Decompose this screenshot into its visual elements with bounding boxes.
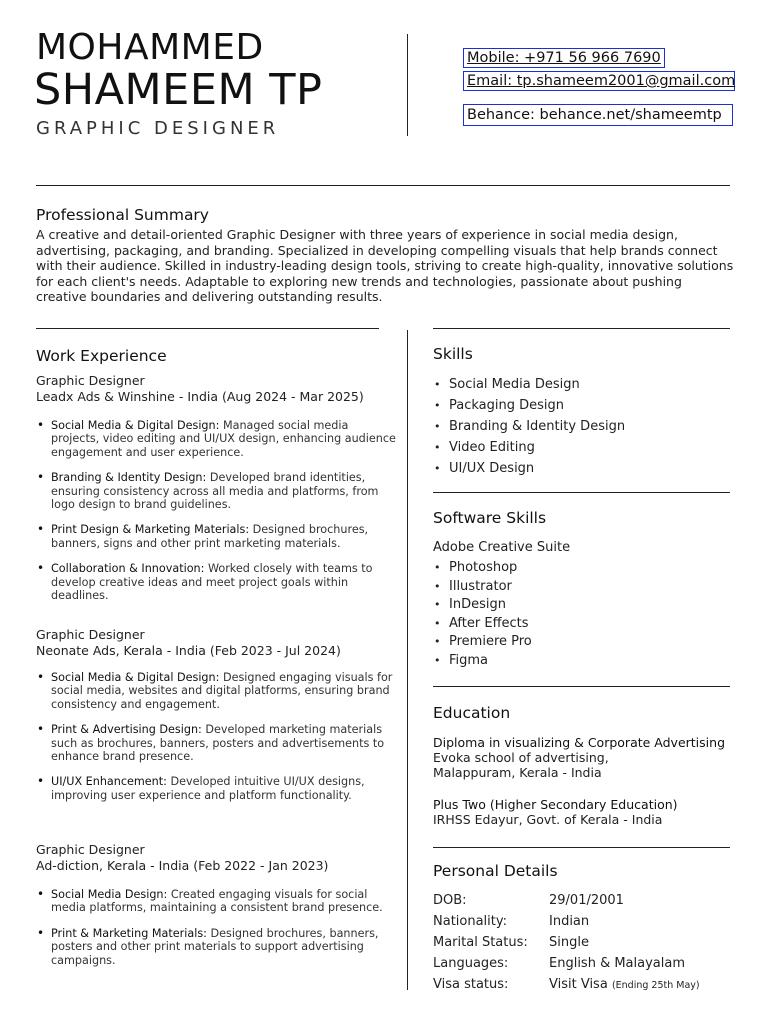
bullet-heading: Branding & Identity Design:	[51, 471, 207, 485]
bullet-text: Developed brand identities, ensuring consistency across all media and platforms, from logo design to brand guidelines.	[51, 471, 379, 512]
software-suite: Adobe Creative Suite	[433, 540, 571, 555]
section-rule	[433, 847, 730, 848]
bullet-heading: Social Media & Digital Design:	[51, 671, 220, 684]
list-item	[36, 419, 396, 459]
software-list	[433, 559, 733, 671]
list-item: • Branding & Identity Design	[433, 416, 733, 437]
job-title: Graphic Designer	[36, 627, 145, 642]
skills-list	[433, 374, 733, 479]
job-company: Leadx Ads & Winshine - India (Aug 2024 - Mar 2025)	[36, 389, 364, 404]
personal-value: English & Malayalam	[549, 956, 686, 971]
list-item: • Premiere Pro	[433, 633, 733, 652]
list-item: • Social Media Design	[433, 374, 733, 395]
list-item	[36, 723, 396, 763]
first-name: MOHAMMED	[36, 27, 264, 68]
list-item: • InDesign	[433, 596, 733, 615]
education-location: Malappuram, Kerala - India	[433, 765, 602, 780]
personal-details-title: Personal Details	[433, 862, 558, 880]
bullet-heading: Social Media & Digital Design:	[51, 419, 220, 432]
bullet-text: Created engaging visuals for social media platforms, maintaining a consistent brand presence.	[51, 888, 383, 915]
personal-label: Nationality:	[433, 914, 508, 929]
section-rule-right	[433, 328, 730, 329]
skills-title: Skills	[433, 345, 473, 363]
bullet-text: Designed engaging visuals for social media, websites and digital platforms, ensuring brand consistency and engagement.	[51, 671, 393, 711]
section-rule-left	[36, 328, 379, 329]
list-item: • Illustrator	[433, 578, 733, 597]
column-divider	[407, 330, 408, 990]
personal-label: Marital Status:	[433, 935, 528, 950]
education-degree: Plus Two (Higher Secondary Education)	[433, 797, 678, 812]
list-item: • Figma	[433, 652, 733, 671]
list-item	[36, 888, 396, 915]
summary-title: Professional Summary	[36, 206, 209, 224]
software-skills-title: Software Skills	[433, 509, 547, 527]
education-school: IRHSS Edayur, Govt. of Kerala - India	[433, 812, 663, 827]
bullet-text: Managed social media projects, video editing and UI/UX design, enhancing audience engagement and user experience.	[51, 419, 396, 459]
personal-label: Visa status:	[433, 977, 509, 992]
bullet-heading: Social Media Design:	[51, 888, 168, 901]
job-title: Graphic Designer	[36, 842, 145, 857]
list-item: • Packaging Design	[433, 395, 733, 416]
list-item: • UI/UX Design	[433, 458, 733, 479]
list-item: • Video Editing	[433, 437, 733, 458]
education-school: Evoka school of advertising,	[433, 750, 609, 765]
last-name: SHAMEEM TP	[34, 65, 323, 115]
visa-value: Visit Visa	[549, 977, 608, 992]
work-experience-title: Work Experience	[36, 347, 167, 365]
list-item: • After Effects	[433, 615, 733, 634]
bullet-heading: Print & Advertising Design:	[51, 723, 202, 737]
summary-text: A creative and detail-oriented Graphic Designer with three years of experience in social media design, advertising, packaging, and branding. Specialized in developing compelling visuals that help brands connect with their audience. Skilled in industry-leading design tools, striving to create high-quality, innovative solutions for each client's needs. Adaptable to exploring new trends and technologies, passionate about pushing creative boundaries and delivering outstanding results.	[36, 227, 734, 305]
section-rule	[433, 492, 730, 493]
job-entry	[36, 627, 396, 802]
list-item: • Photoshop	[433, 559, 733, 578]
list-item	[36, 471, 396, 511]
education-entry	[433, 735, 733, 780]
bullet-text: Developed intuitive UI/UX designs, improving user experience and platform functionality.	[51, 775, 365, 802]
personal-value: Indian	[549, 914, 590, 929]
header-divider	[407, 34, 408, 136]
job-entry	[36, 373, 396, 602]
list-item	[36, 523, 396, 550]
personal-value: Single	[549, 935, 589, 950]
visa-note: (Ending 25th May)	[611, 980, 700, 991]
bullet-text: Developed marketing materials such as brochures, banners, posters and advertisements to enhance brand presence.	[51, 723, 385, 764]
list-item	[36, 775, 396, 802]
list-item	[36, 671, 396, 711]
job-entry	[36, 842, 396, 967]
behance-link[interactable]: Behance: behance.net/shameemtp	[463, 104, 733, 126]
personal-label: DOB:	[433, 893, 467, 908]
bullet-heading: Print Design & Marketing Materials:	[51, 523, 250, 537]
personal-value: 29/01/2001	[549, 893, 624, 908]
personal-label: Languages:	[433, 956, 509, 971]
mobile-link[interactable]: Mobile: +971 56 966 7690	[463, 48, 665, 68]
bullet-heading: Print & Marketing Materials:	[51, 926, 207, 940]
job-company: Ad-diction, Kerala - India (Feb 2022 - Jan 2023)	[36, 858, 329, 873]
bullet-text: Designed brochures, banners, signs and other print marketing materials.	[51, 523, 369, 550]
education-title: Education	[433, 704, 511, 722]
list-item	[36, 562, 396, 602]
email-link[interactable]: Email: tp.shameem2001@gmail.com	[463, 71, 735, 91]
education-entry	[433, 797, 733, 827]
job-role: GRAPHIC DESIGNER	[36, 118, 280, 139]
job-title: Graphic Designer	[36, 373, 145, 388]
bullet-heading: Collaboration & Innovation:	[51, 562, 205, 576]
job-company: Neonate Ads, Kerala - India (Feb 2023 - Jul 2024)	[36, 643, 341, 658]
bullet-text: Designed brochures, banners, posters and other print materials to support advertising campaigns.	[51, 926, 379, 967]
header-rule	[36, 185, 730, 186]
bullet-heading: UI/UX Enhancement:	[51, 775, 167, 789]
education-degree: Diploma in visualizing & Corporate Advertising	[433, 735, 725, 750]
personal-value	[549, 976, 700, 995]
section-rule	[433, 686, 730, 687]
bullet-text: Worked closely with teams to develop creative ideas and meet project goals within deadlines.	[51, 562, 373, 603]
list-item	[36, 927, 396, 967]
